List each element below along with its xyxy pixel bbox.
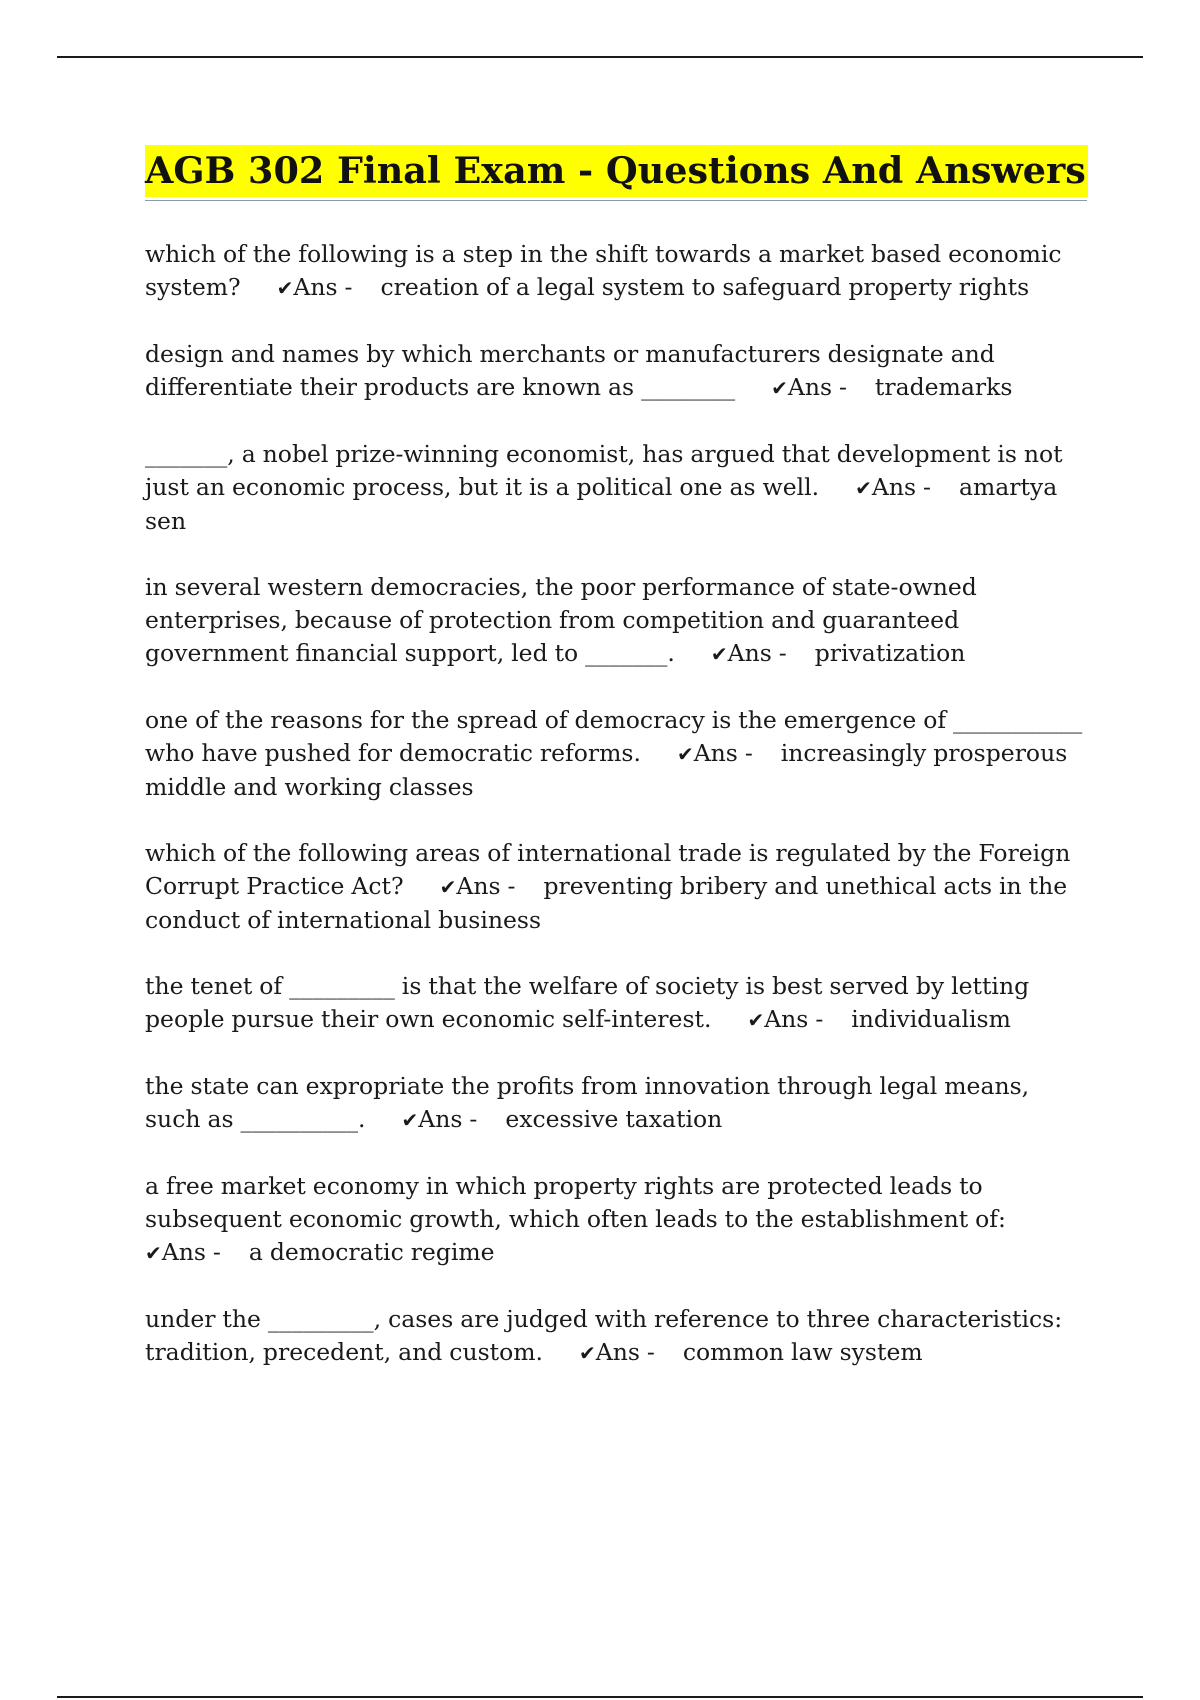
question-text: which of the following is a step in the shift towards a market based economic system? [145, 240, 1062, 301]
qa-item [145, 571, 1090, 671]
question-text: one of the reasons for the spread of democracy is the emergence of ___________ who have pushed for democratic reforms. [145, 706, 1083, 767]
qa-item [145, 338, 1090, 405]
answer-text: common law system [682, 1338, 923, 1366]
qa-item [145, 438, 1090, 538]
answer-text: increasingly prosperous middle and working classes [145, 739, 1068, 801]
answer-text: excessive taxation [505, 1105, 723, 1133]
qa-item [145, 1070, 1090, 1137]
answer-marker [747, 1003, 823, 1037]
answer-marker [440, 870, 516, 904]
document-title: AGB 302 Final Exam - Questions And Answers [145, 145, 1088, 197]
top-rule [57, 56, 1143, 58]
answer-marker [771, 371, 847, 405]
qa-item [145, 970, 1090, 1037]
ans-label: Ans - [418, 1105, 478, 1133]
answer-marker [277, 271, 353, 305]
ans-label: Ans - [764, 1005, 824, 1033]
question-text: in several western democracies, the poor performance of state-owned enterprises, because of protection from competition and guaranteed government financial support, led to _______. [145, 573, 977, 667]
answer-marker [579, 1336, 655, 1370]
checkmark-icon: ✔ [401, 1108, 419, 1132]
qa-list [145, 238, 1090, 1403]
checkmark-icon: ✔ [676, 742, 694, 766]
question-text: the state can expropriate the profits from innovation through legal means, such as __________. [145, 1072, 1030, 1133]
question-text: design and names by which merchants or manufacturers designate and differentiate their products are known as ________ [145, 340, 995, 401]
ans-label: Ans - [456, 872, 516, 900]
checkmark-icon: ✔ [747, 1008, 765, 1032]
qa-item [145, 238, 1090, 305]
bottom-rule [57, 1696, 1143, 1698]
answer-text: preventing bribery and unethical acts in the conduct of international business [145, 872, 1068, 934]
ans-label: Ans - [293, 273, 353, 301]
checkmark-icon: ✔ [710, 642, 728, 666]
ans-label: Ans - [727, 639, 787, 667]
checkmark-icon: ✔ [439, 875, 457, 899]
ans-label: Ans - [693, 739, 753, 767]
answer-text: trademarks [874, 373, 1013, 401]
answer-text: creation of a legal system to safeguard property rights [380, 273, 1030, 301]
answer-text: a democratic regime [248, 1238, 495, 1266]
answer-marker [145, 1236, 221, 1270]
checkmark-icon: ✔ [855, 476, 872, 500]
question-text: a free market economy in which property rights are protected leads to subsequent economic growth, which often leads to the establishment of: [145, 1172, 1006, 1233]
answer-text: individualism [851, 1005, 1011, 1033]
answer-marker [711, 637, 787, 671]
qa-item [145, 1303, 1090, 1370]
answer-text: privatization [814, 639, 966, 667]
answer-marker [401, 1103, 477, 1137]
question-text: _______, a nobel prize-winning economist, has argued that development is not just an economic process, but it is a political one as well. [145, 440, 1063, 501]
checkmark-icon: ✔ [276, 276, 294, 300]
ans-label: Ans - [595, 1338, 655, 1366]
answer-text: amartya sen [145, 473, 1058, 535]
qa-item [145, 704, 1090, 804]
qa-item [145, 837, 1090, 937]
answer-marker [855, 471, 931, 505]
checkmark-icon: ✔ [771, 376, 788, 400]
question-text: which of the following areas of international trade is regulated by the Foreign Corrupt Practice Act? [145, 839, 1071, 900]
question-text: under the _________, cases are judged with reference to three characteristics: tradition, precedent, and custom. [145, 1305, 1063, 1366]
ans-label: Ans - [161, 1238, 221, 1266]
ans-label: Ans - [871, 473, 931, 501]
question-text: the tenet of _________ is that the welfare of society is best served by letting people pursue their own economic self-interest. [145, 972, 1030, 1033]
ans-label: Ans - [787, 373, 847, 401]
qa-item [145, 1170, 1090, 1270]
answer-marker [677, 737, 753, 771]
checkmark-icon: ✔ [579, 1341, 596, 1365]
title-block [145, 145, 1087, 201]
checkmark-icon: ✔ [145, 1241, 162, 1265]
